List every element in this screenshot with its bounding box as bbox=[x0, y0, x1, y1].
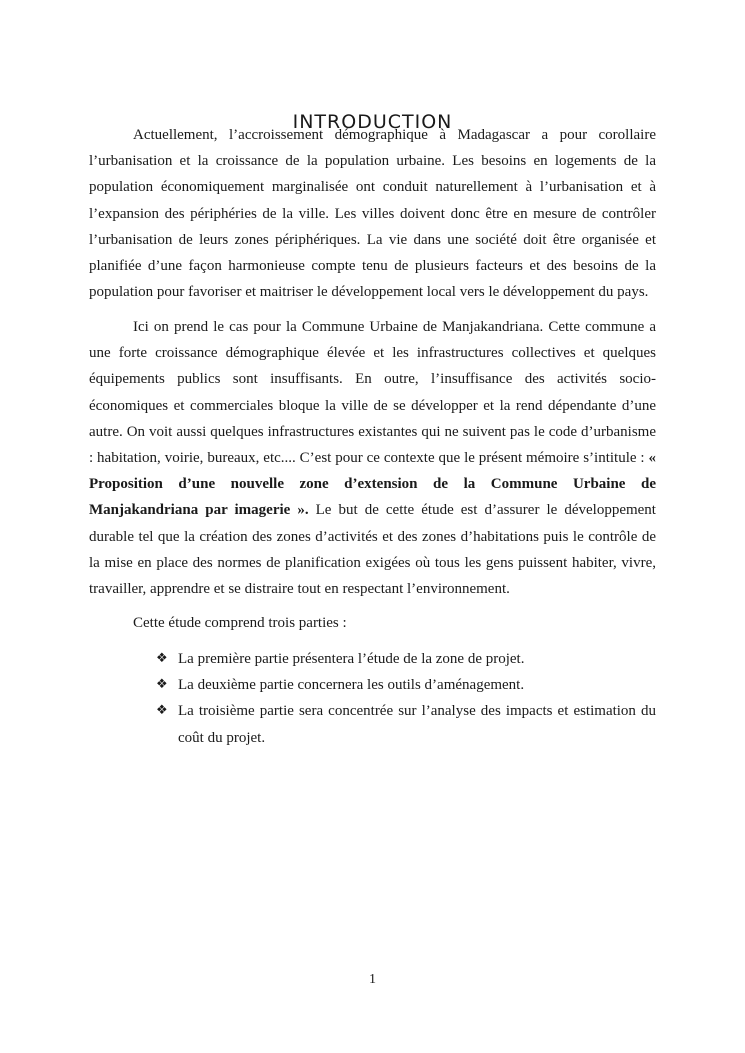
paragraph-context bbox=[89, 122, 656, 305]
list-item bbox=[156, 672, 656, 698]
page-number: 1 bbox=[369, 972, 376, 987]
diamond-bullet-icon: ❖ bbox=[156, 677, 168, 693]
diamond-bullet-icon: ❖ bbox=[156, 651, 168, 666]
list-item bbox=[156, 698, 656, 750]
list-item-text: La première partie présentera l’étude de la zone de projet. bbox=[178, 651, 525, 667]
paragraph-case-study bbox=[89, 314, 656, 602]
list-item-text: La deuxième partie concernera les outils d’aménagement. bbox=[178, 677, 525, 694]
parts-list bbox=[156, 646, 656, 751]
thesis-title: « Proposition d’une nouvelle zone d’extension de la Commune Urbaine de Manjakandriana par imagerie ». bbox=[89, 450, 656, 519]
paragraph-3: Cette étude comprend trois parties : bbox=[133, 615, 347, 631]
paragraph-2-continuation: Le but de cette étude est d’assurer le développement durable tel que la création des zones d’activités et des zones d’habitations puis le contrôle de la mise en place des normes de planification exigées où tous les gens puissent habiter, vivre, travailler, apprendre et se distraire tout en respectant l’environnement. bbox=[89, 502, 656, 598]
list-item-text: La troisième partie sera concentrée sur l’analyse des impacts et estimation du coût du projet. bbox=[178, 703, 656, 746]
list-item bbox=[156, 646, 656, 672]
paragraph-1: Actuellement, l’accroissement démographique à Madagascar a pour corollaire l’urbanisation et la croissance de la population urbaine. Les besoins en logements de la population économiquement marginalisée ont conduit naturellement à l’urbanisation et à l’expansion des périphéries de la ville. Les villes doivent donc être en mesure de contrôler l’urbanisation de leurs zones périphériques. La vie dans une société doit être organisée et planifiée d’une façon harmonieuse compte tenu de plusieurs facteurs et des besoins de la population pour favoriser et maitriser le développement local vers le développement du pays. bbox=[89, 127, 656, 301]
diamond-bullet-icon: ❖ bbox=[156, 703, 168, 719]
paragraph-2 bbox=[89, 314, 656, 602]
paragraph-2-text: Ici on prend le cas pour la Commune Urbaine de Manjakandriana. Cette commune a une forte croissance démographique élevée et les infrastructures collectives et quelques équipements publics sont insuffisants. En outre, l’insuffisance des activités socio-économiques et commerciales bloque la ville de se développer et la rend dépendante d’une autre. On voit aussi quelques infrastructures existantes qui ne suivent pas le code d’urbanisme : habitation, voirie, bureaux, etc.... C’est pour ce contexte que le présent mémoire s’intitule : bbox=[89, 319, 656, 467]
page-title: introduction bbox=[292, 104, 453, 136]
paragraph-plan-intro bbox=[89, 610, 656, 636]
